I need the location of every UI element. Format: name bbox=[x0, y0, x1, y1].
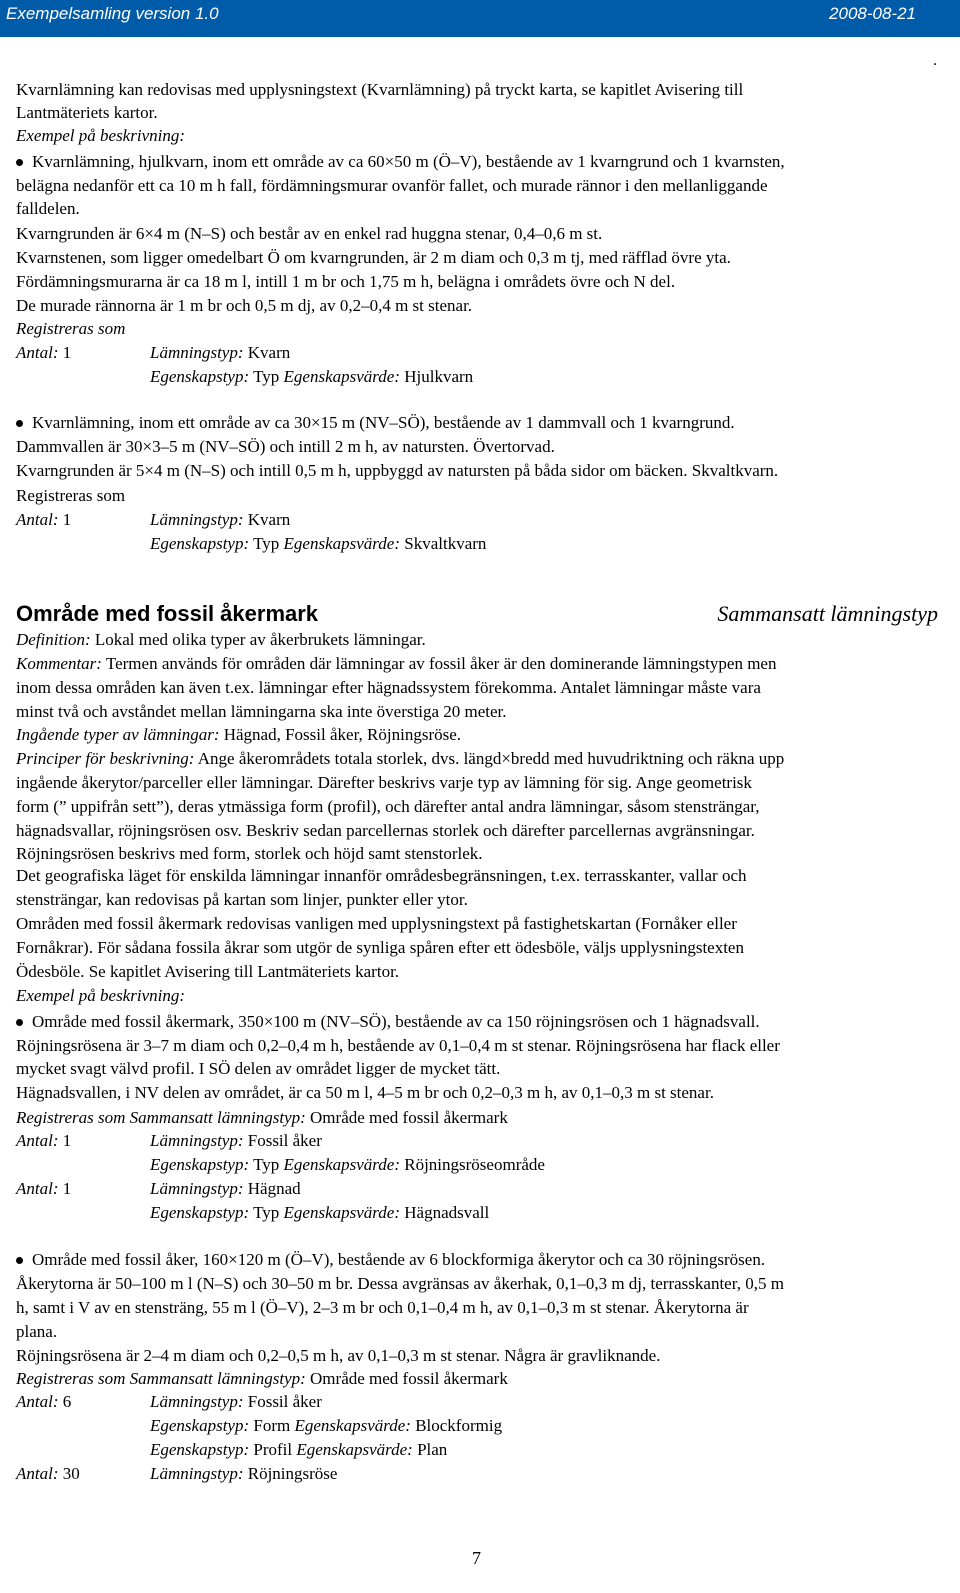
register-lamningstyp: Lämningstyp: Fossil åker bbox=[150, 1131, 322, 1150]
bullet-icon bbox=[16, 1019, 23, 1026]
page-header bbox=[0, 0, 960, 37]
example-line: Kvarnlämning, hjulkvarn, inom ett område av ca 60×50 m (Ö–V), bestående av 1 kvarngrund och 1 kvarnsten, bbox=[32, 152, 785, 171]
register-antal: Antal: 6 bbox=[16, 1392, 72, 1411]
principer-line: Röjningsrösen beskrivs med form, storlek och höjd samt stenstorlek. bbox=[16, 844, 483, 863]
register-label: Registreras som bbox=[16, 486, 126, 505]
example-label: Exempel på beskrivning: bbox=[16, 986, 185, 1005]
register-lamningstyp: Lämningstyp: Hägnad bbox=[150, 1179, 301, 1198]
example-line: falldelen. bbox=[16, 199, 80, 218]
kommentar: Kommentar: Termen används för områden där lämningar av fossil åker är den dominerande lämningstypen men bbox=[16, 654, 777, 673]
example-line: Röjningsrösena är 2–4 m diam och 0,2–0,5 m h, av 0,1–0,3 m st stenar. Några är gravliknande. bbox=[16, 1346, 661, 1365]
example-line: Dammvallen är 30×3–5 m (NV–SÖ) och intill 2 m h, av natursten. Övertorvad. bbox=[16, 437, 555, 456]
bullet-icon bbox=[16, 420, 23, 427]
definition: Definition: Lokal med olika typer av åkerbrukets lämningar. bbox=[16, 630, 426, 649]
register-antal: Antal: 1 bbox=[16, 343, 72, 362]
register-egenskap: Egenskapstyp: Typ Egenskapsvärde: Skvaltkvarn bbox=[150, 534, 487, 553]
header-doc-title: Exempelsamling version 1.0 bbox=[6, 4, 219, 23]
principer-line: Ödesböle. Se kapitlet Avisering till Lantmäteriets kartor. bbox=[16, 962, 400, 981]
register-antal: Antal: 1 bbox=[16, 1131, 72, 1150]
example-line: De murade rännorna är 1 m br och 0,5 m dj, av 0,2–0,4 m st stenar. bbox=[16, 296, 473, 315]
example-line: plana. bbox=[16, 1322, 58, 1341]
register-label: Registreras som Sammansatt lämningstyp: Område med fossil åkermark bbox=[16, 1369, 508, 1388]
example-line: mycket svagt välvd profil. I SÖ delen av området ligger de mycket tätt. bbox=[16, 1059, 501, 1078]
register-egenskap: Egenskapstyp: Typ Egenskapsvärde: Hjulkvarn bbox=[150, 367, 474, 386]
register-lamningstyp: Lämningstyp: Kvarn bbox=[150, 343, 291, 362]
principer-line: stensträngar, kan redovisas på kartan som linjer, punkter eller ytor. bbox=[16, 890, 468, 909]
kommentar-line: minst två och avståndet mellan lämningarna ska inte överstiga 20 meter. bbox=[16, 702, 507, 721]
register-label: Registreras som bbox=[16, 319, 126, 338]
example-line: Område med fossil åker, 160×120 m (Ö–V), bestående av 6 blockformiga åkerytor och ca 30 röjningsrösen. bbox=[32, 1250, 766, 1269]
register-egenskap: Egenskapstyp: Form Egenskapsvärde: Blockformig bbox=[150, 1416, 503, 1435]
example-line: Kvarnlämning, inom ett område av ca 30×15 m (NV–SÖ), bestående av 1 dammvall och 1 kvarngrund. bbox=[32, 413, 735, 432]
register-lamningstyp: Lämningstyp: Röjningsröse bbox=[150, 1464, 338, 1483]
example-label: Exempel på beskrivning: bbox=[16, 126, 185, 145]
principer-line: Fornåkrar). För sådana fossila åkrar som utgör de synliga spåren efter ett ödesböle, väljs upplysningstexten bbox=[16, 938, 744, 957]
section-type: Sammansatt lämningstyp bbox=[717, 601, 938, 626]
kommentar-line: inom dessa områden kan även t.ex. lämningar efter hägnadssystem förekomma. Antalet lämningar måste vara bbox=[16, 678, 761, 697]
register-lamningstyp: Lämningstyp: Fossil åker bbox=[150, 1392, 322, 1411]
bullet-icon bbox=[16, 1257, 23, 1264]
principer-line: Områden med fossil åkermark redovisas vanligen med upplysningstext på fastighetskartan (Fornåker eller bbox=[16, 914, 737, 933]
register-lamningstyp: Lämningstyp: Kvarn bbox=[150, 510, 291, 529]
register-egenskap: Egenskapstyp: Typ Egenskapsvärde: Röjningsröseområde bbox=[150, 1155, 545, 1174]
example-line: Fördämningsmurarna är ca 18 m l, intill 1 m br och 1,75 m h, belägna i områdets övre och N del. bbox=[16, 272, 676, 291]
principer-line: Det geografiska läget för enskilda lämningar innanför områdesbegränsningen, t.ex. terrasskanter, vallar och bbox=[16, 866, 747, 885]
intro-line: Kvarnlämning kan redovisas med upplysningstext (Kvarnlämning) på tryckt karta, se kapitlet Avisering till bbox=[16, 80, 744, 99]
example-line: Röjningsrösena är 3–7 m diam och 0,2–0,4 m h, bestående av 0,1–0,4 m st stenar. Röjningsrösena har flack eller bbox=[16, 1036, 780, 1055]
page-number: 7 bbox=[472, 1548, 481, 1568]
register-antal: Antal: 1 bbox=[16, 510, 72, 529]
example-line: belägna nedanför ett ca 10 m h fall, fördämningsmurar ovanför fallet, och murade rännor i den mellanliggande bbox=[16, 176, 768, 195]
principer-line: ingående åkerytor/parceller eller lämningar. Därefter beskrivs varje typ av lämning för sig. Ange geometrisk bbox=[16, 773, 752, 792]
principer-line: hägnadsvallar, röjningsrösen osv. Beskriv sedan parcellernas storlek och därefter parcellernas avgränsningar. bbox=[16, 821, 755, 840]
bullet-icon bbox=[16, 159, 23, 166]
intro-line: Lantmäteriets kartor. bbox=[16, 103, 158, 122]
example-line: Område med fossil åkermark, 350×100 m (NV–SÖ), bestående av ca 150 röjningsrösen och 1 hägnadsvall. bbox=[32, 1012, 760, 1031]
example-line: h, samt i V av en stensträng, 55 m l (Ö–V), 2–3 m br och 0,1–0,4 m h, av 0,1–0,3 m st stenar. Åkerytorna är bbox=[16, 1298, 749, 1317]
register-antal: Antal: 30 bbox=[16, 1464, 80, 1483]
principer: Principer för beskrivning: Ange åkerområdets totala storlek, dvs. längd×bredd med huvudriktning och räkna upp bbox=[16, 749, 785, 768]
register-label: Registreras som Sammansatt lämningstyp: Område med fossil åkermark bbox=[16, 1108, 508, 1127]
ingaende-typer: Ingående typer av lämningar: Hägnad, Fossil åker, Röjningsröse. bbox=[16, 725, 462, 744]
register-egenskap: Egenskapstyp: Profil Egenskapsvärde: Plan bbox=[150, 1440, 448, 1459]
example-line: Hägnadsvallen, i NV delen av området, är ca 50 m l, 4–5 m br och 0,2–0,3 m h, av 0,1–0,3 m st stenar. bbox=[16, 1083, 714, 1102]
top-dot: . bbox=[933, 52, 937, 69]
section-title: Område med fossil åkermark bbox=[16, 601, 319, 626]
example-line: Åkerytorna är 50–100 m l (N–S) och 30–50 m br. Dessa avgränsas av åkerhak, 0,1–0,3 m dj, terrasskanter, 0,5 m bbox=[16, 1274, 784, 1293]
principer-line: form (” uppifrån sett”), deras ytmässiga form (profil), och därefter antal andra lämningar, såsom stensträngar, bbox=[16, 797, 760, 816]
register-antal: Antal: 1 bbox=[16, 1179, 72, 1198]
register-egenskap: Egenskapstyp: Typ Egenskapsvärde: Hägnadsvall bbox=[150, 1203, 490, 1222]
header-date: 2008-08-21 bbox=[829, 4, 916, 23]
example-line: Kvarngrunden är 5×4 m (N–S) och intill 0,5 m h, uppbyggd av natursten på båda sidor om bäcken. Skvaltkvarn. bbox=[16, 461, 779, 480]
example-line: Kvarnstenen, som ligger omedelbart Ö om kvarngrunden, är 2 m diam och 0,3 m tj, med räfflad övre yta. bbox=[16, 248, 731, 267]
example-line: Kvarngrunden är 6×4 m (N–S) och består av en enkel rad huggna stenar, 0,4–0,6 m st. bbox=[16, 224, 603, 243]
